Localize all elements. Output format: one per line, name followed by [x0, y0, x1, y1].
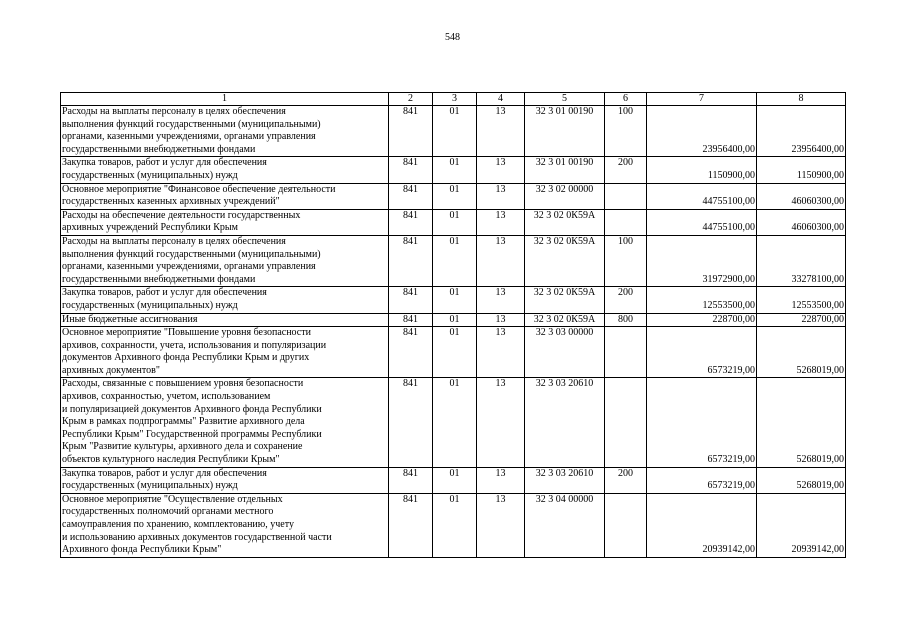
row-name-cell [61, 157, 389, 183]
table-row [61, 106, 846, 157]
row-name-cell [61, 287, 389, 313]
header-cell: 2 [389, 93, 433, 106]
code-cell: 841 [389, 157, 433, 183]
subsection-cell: 13 [477, 183, 525, 209]
row-name-cell [61, 313, 389, 327]
table-row [61, 209, 846, 235]
row-name-line: государственных (муниципальных) нужд [62, 480, 238, 492]
row-name-cell [61, 106, 389, 157]
row-name-line: документов Архивного фонда Республики Крым и других [62, 352, 310, 364]
row-name-line: государственными внебюджетными фондами [62, 143, 256, 155]
amount-cell: 20939142,00 [647, 493, 757, 557]
row-name-line: Закупка товаров, работ и услуг для обеспечения [62, 467, 267, 479]
section-cell: 01 [433, 106, 477, 157]
code-cell: 841 [389, 235, 433, 286]
target-article-cell: 32 3 02 00000 [525, 183, 605, 209]
row-name-cell [61, 209, 389, 235]
subsection-cell: 13 [477, 313, 525, 327]
table-row [61, 157, 846, 183]
amount-cell: 23956400,00 [757, 106, 846, 157]
subsection-cell: 13 [477, 106, 525, 157]
section-cell: 01 [433, 467, 477, 493]
expense-type-cell: 200 [605, 157, 647, 183]
amount-cell: 228700,00 [647, 313, 757, 327]
target-article-cell: 32 3 01 00190 [525, 157, 605, 183]
amount-cell: 5268019,00 [757, 327, 846, 378]
target-article-cell: 32 3 02 0К59А [525, 209, 605, 235]
row-name-line: Иные бюджетные ассигнования [62, 313, 198, 325]
code-cell: 841 [389, 183, 433, 209]
expense-type-cell: 100 [605, 235, 647, 286]
row-name-line: Расходы на обеспечение деятельности государственных [62, 209, 301, 221]
section-cell: 01 [433, 209, 477, 235]
target-article-cell: 32 3 02 0К59А [525, 235, 605, 286]
code-cell: 841 [389, 493, 433, 557]
row-name-line: Закупка товаров, работ и услуг для обеспечения [62, 287, 267, 299]
row-name-line: Республики Крым" Государственной программы Республики [62, 428, 322, 440]
row-name-line: архивных документов" [62, 364, 160, 376]
expense-type-cell [605, 378, 647, 467]
table-row [61, 235, 846, 286]
code-cell: 841 [389, 327, 433, 378]
row-name-line: Основное мероприятие "Финансовое обеспечение деятельности [62, 183, 336, 195]
code-cell: 841 [389, 378, 433, 467]
section-cell: 01 [433, 313, 477, 327]
expense-type-cell [605, 209, 647, 235]
header-cell: 6 [605, 93, 647, 106]
subsection-cell: 13 [477, 209, 525, 235]
amount-cell: 5268019,00 [757, 378, 846, 467]
row-name-cell [61, 467, 389, 493]
page-number: 548 [445, 32, 460, 43]
row-name-line: государственных полномочий органами местного [62, 506, 274, 518]
section-cell: 01 [433, 183, 477, 209]
table-row [61, 287, 846, 313]
amount-cell: 23956400,00 [647, 106, 757, 157]
target-article-cell: 32 3 02 0К59А [525, 287, 605, 313]
amount-cell: 31972900,00 [647, 235, 757, 286]
subsection-cell: 13 [477, 157, 525, 183]
row-name-line: Расходы, связанные с повышением уровня безопасности [62, 378, 304, 390]
section-cell: 01 [433, 378, 477, 467]
table-row [61, 493, 846, 557]
expense-type-cell: 200 [605, 287, 647, 313]
expense-type-cell [605, 183, 647, 209]
code-cell: 841 [389, 287, 433, 313]
table-row [61, 327, 846, 378]
expense-type-cell [605, 493, 647, 557]
subsection-cell: 13 [477, 327, 525, 378]
section-cell: 01 [433, 327, 477, 378]
amount-cell: 44755100,00 [647, 209, 757, 235]
subsection-cell: 13 [477, 378, 525, 467]
table-row [61, 378, 846, 467]
header-cell: 8 [757, 93, 846, 106]
subsection-cell: 13 [477, 467, 525, 493]
row-name-line: и популяризацией документов Архивного фонда Республики [62, 403, 322, 415]
table-row [61, 183, 846, 209]
expense-type-cell: 800 [605, 313, 647, 327]
amount-cell: 1150900,00 [757, 157, 846, 183]
amount-cell: 5268019,00 [757, 467, 846, 493]
target-article-cell: 32 3 03 20610 [525, 378, 605, 467]
amount-cell: 1150900,00 [647, 157, 757, 183]
expense-type-cell: 200 [605, 467, 647, 493]
subsection-cell: 13 [477, 235, 525, 286]
header-cell: 7 [647, 93, 757, 106]
code-cell: 841 [389, 313, 433, 327]
row-name-cell [61, 327, 389, 378]
target-article-cell: 32 3 04 00000 [525, 493, 605, 557]
amount-cell: 46060300,00 [757, 209, 846, 235]
table-row [61, 313, 846, 327]
amount-cell: 44755100,00 [647, 183, 757, 209]
row-name-line: Основное мероприятие "Осуществление отдельных [62, 493, 283, 505]
row-name-line: государственных (муниципальных) нужд [62, 299, 238, 311]
row-name-line: архивных учреждений Республики Крым [62, 222, 238, 234]
row-name-line: Расходы на выплаты персоналу в целях обеспечения [62, 106, 286, 117]
target-article-cell: 32 3 03 20610 [525, 467, 605, 493]
expense-type-cell [605, 327, 647, 378]
code-cell: 841 [389, 467, 433, 493]
target-article-cell: 32 3 03 00000 [525, 327, 605, 378]
amount-cell: 228700,00 [757, 313, 846, 327]
row-name-line: государственных казенных архивных учреждений" [62, 196, 280, 208]
section-cell: 01 [433, 493, 477, 557]
row-name-line: объектов культурного наследия Республики Крым" [62, 454, 280, 466]
row-name-line: Крым "Развитие культуры, архивного дела и сохранение [62, 441, 303, 453]
row-name-cell [61, 493, 389, 557]
row-name-line: архивов, сохранности, учета, использования и популяризации [62, 339, 327, 351]
amount-cell: 20939142,00 [757, 493, 846, 557]
row-name-line: Расходы на выплаты персоналу в целях обеспечения [62, 235, 286, 247]
target-article-cell: 32 3 01 00190 [525, 106, 605, 157]
amount-cell: 6573219,00 [647, 327, 757, 378]
section-cell: 01 [433, 157, 477, 183]
subsection-cell: 13 [477, 287, 525, 313]
row-name-line: государственными внебюджетными фондами [62, 273, 256, 285]
header-cell: 3 [433, 93, 477, 106]
row-name-line: органами, казенными учреждениями, органами управления [62, 131, 316, 143]
row-name-line: государственных (муниципальных) нужд [62, 169, 238, 181]
row-name-line: и использованию архивных документов государственной части [62, 531, 332, 543]
budget-table [60, 92, 846, 558]
code-cell: 841 [389, 106, 433, 157]
amount-cell: 46060300,00 [757, 183, 846, 209]
amount-cell: 12553500,00 [647, 287, 757, 313]
row-name-line: органами, казенными учреждениями, органами управления [62, 261, 316, 273]
expense-type-cell: 100 [605, 106, 647, 157]
amount-cell: 12553500,00 [757, 287, 846, 313]
row-name-line: Крым в рамках подпрограммы" Развитие архивного дела [62, 416, 305, 428]
code-cell: 841 [389, 209, 433, 235]
subsection-cell: 13 [477, 493, 525, 557]
header-cell: 1 [61, 93, 389, 106]
row-name-line: самоуправления по хранению, комплектованию, учету [62, 519, 294, 530]
amount-cell: 6573219,00 [647, 467, 757, 493]
target-article-cell: 32 3 02 0К59А [525, 313, 605, 327]
table-row [61, 467, 846, 493]
row-name-line: Закупка товаров, работ и услуг для обеспечения [62, 157, 267, 169]
section-cell: 01 [433, 287, 477, 313]
amount-cell: 6573219,00 [647, 378, 757, 467]
header-cell: 4 [477, 93, 525, 106]
header-row [61, 93, 846, 106]
table-body [61, 93, 846, 558]
amount-cell: 33278100,00 [757, 235, 846, 286]
row-name-line: архивов, сохранностью, учетом, использованием [62, 391, 271, 403]
row-name-line: Архивного фонда Республики Крым" [62, 544, 222, 556]
row-name-cell [61, 235, 389, 286]
header-cell: 5 [525, 93, 605, 106]
row-name-line: выполнения функций государственными (муниципальными) [62, 248, 321, 260]
row-name-cell [61, 183, 389, 209]
row-name-line: Основное мероприятие "Повышение уровня безопасности [62, 327, 311, 339]
section-cell: 01 [433, 235, 477, 286]
row-name-cell [61, 378, 389, 467]
row-name-line: выполнения функций государственными (муниципальными) [62, 118, 321, 130]
